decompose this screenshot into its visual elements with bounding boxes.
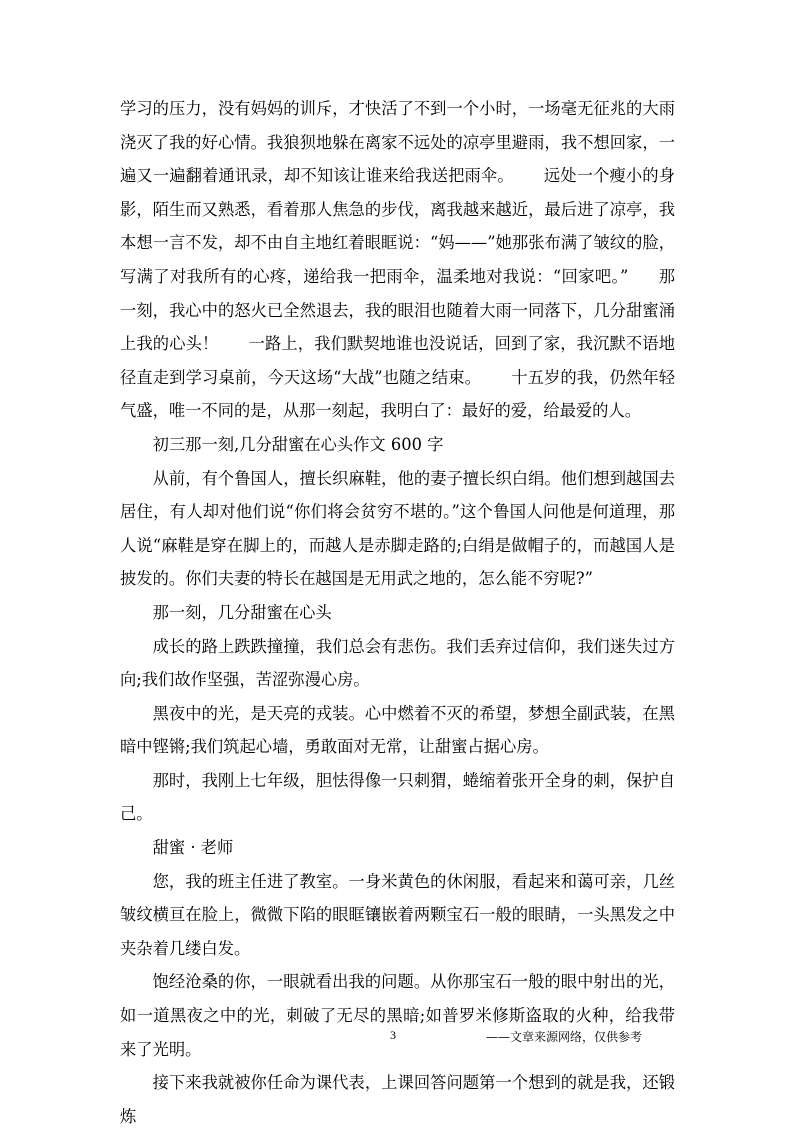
paragraph-segment: 接下来我就被你任命为课代表，上课回答问题第一个想到的就是我，还锻炼 (120, 1073, 675, 1126)
paragraph-segment: 远处一个瘦小的身影，陌生而又熟悉，看着那人焦急的步伐，离我越来越近，最后进了凉亭，我本想一言不发，却不由自主地红着眼眶说：“妈——”她那张布满了皱纹的脸，写满了对我所有的心疼，递给我一把雨伞，温柔地对我说：“回家吧。” (120, 166, 675, 286)
paragraph-segment: 那时，我刚上七年级，胆怯得像一只刺猬，蜷缩着张开全身的刺，保护自己。 (120, 770, 675, 824)
paragraph (120, 596, 675, 630)
footer-note: ——文章来源网络，仅供参考 (486, 1030, 643, 1044)
paragraph-segment: 一路上，我们默契地谁也没说话，回到了家，我沉默不语地径直走到学习桌前，今天这场“大战”也随之结束。 (120, 334, 675, 387)
paragraph (120, 462, 675, 596)
paragraph-segment: 您，我的班主任进了教室。一身米黄色的休闲服，看起来和蔼可亲，几丝皱纹横亘在脸上，微微下陷的眼眶镶嵌着两颗宝石一般的眼睛，一头黑发之中夹杂着几缕白发。 (120, 871, 675, 958)
paragraph-segment: 饱经沧桑的你，一眼就看出我的问题。从你那宝石一般的眼中射出的光，如一道黑夜之中的光，刺破了无尽的黑暗;如普罗米修斯盗取的火种，给我带来了光明。 (120, 972, 675, 1059)
paragraph (120, 92, 675, 428)
page-number: 3 (390, 1028, 396, 1042)
document-body (120, 92, 675, 1133)
paragraph-segment: 甜蜜 · 老师 (152, 838, 234, 858)
paragraph (120, 428, 675, 462)
paragraph-segment: 学习的压力，没有妈妈的训斥，才快活了不到一个小时，一场毫无征兆的大雨浇灭了我的好心情。我狼狈地躲在离家不远处的凉亭里避雨，我不想回家，一遍又一遍翻着通讯录，却不知该让谁来给我送把雨伞。 (120, 99, 675, 186)
paragraph (120, 630, 675, 697)
paragraph-segment: 黑夜中的光，是天亮的戎装。心中燃着不灭的希望，梦想全副武装，在黑暗中铿锵;我们筑起心墙，勇敢面对无常，让甜蜜占据心房。 (120, 703, 675, 757)
paragraph (120, 831, 675, 865)
paragraph-segment: 初三那一刻,几分甜蜜在心头作文 600 字 (152, 434, 444, 454)
paragraph-segment: 那一刻，几分甜蜜在心头 (152, 602, 332, 622)
paragraph (120, 965, 675, 1066)
paragraph-segment: 十五岁的我，仍然年轻气盛，唯一不同的是，从那一刻起，我明白了：最好的爱，给最爱的人。 (120, 367, 675, 421)
paragraph-segment: 成长的路上跌跌撞撞，我们总会有悲伤。我们丢弃过信仰，我们迷失过方向;我们故作坚强，苦涩弥漫心房。 (120, 636, 675, 690)
paragraph (120, 764, 675, 831)
paragraph-segment: 从前，有个鲁国人，擅长织麻鞋，他的妻子擅长织白绢。他们想到越国去居住，有人却对他们说“你们将会贫穷不堪的。”这个鲁国人问他是何道理，那人说“麻鞋是穿在脚上的，而越人是赤脚走路的;白绢是做帽子的，而越国人是披发的。你们夫妻的特长在越国是无用武之地的，怎么能不穷呢?” (120, 468, 675, 589)
paragraph (120, 697, 675, 764)
paragraph (120, 865, 675, 966)
paragraph-segment: 那一刻，我心中的怒火已全然退去，我的眼泪也随着大雨一同落下，几分甜蜜涌上我的心头！ (120, 266, 675, 354)
